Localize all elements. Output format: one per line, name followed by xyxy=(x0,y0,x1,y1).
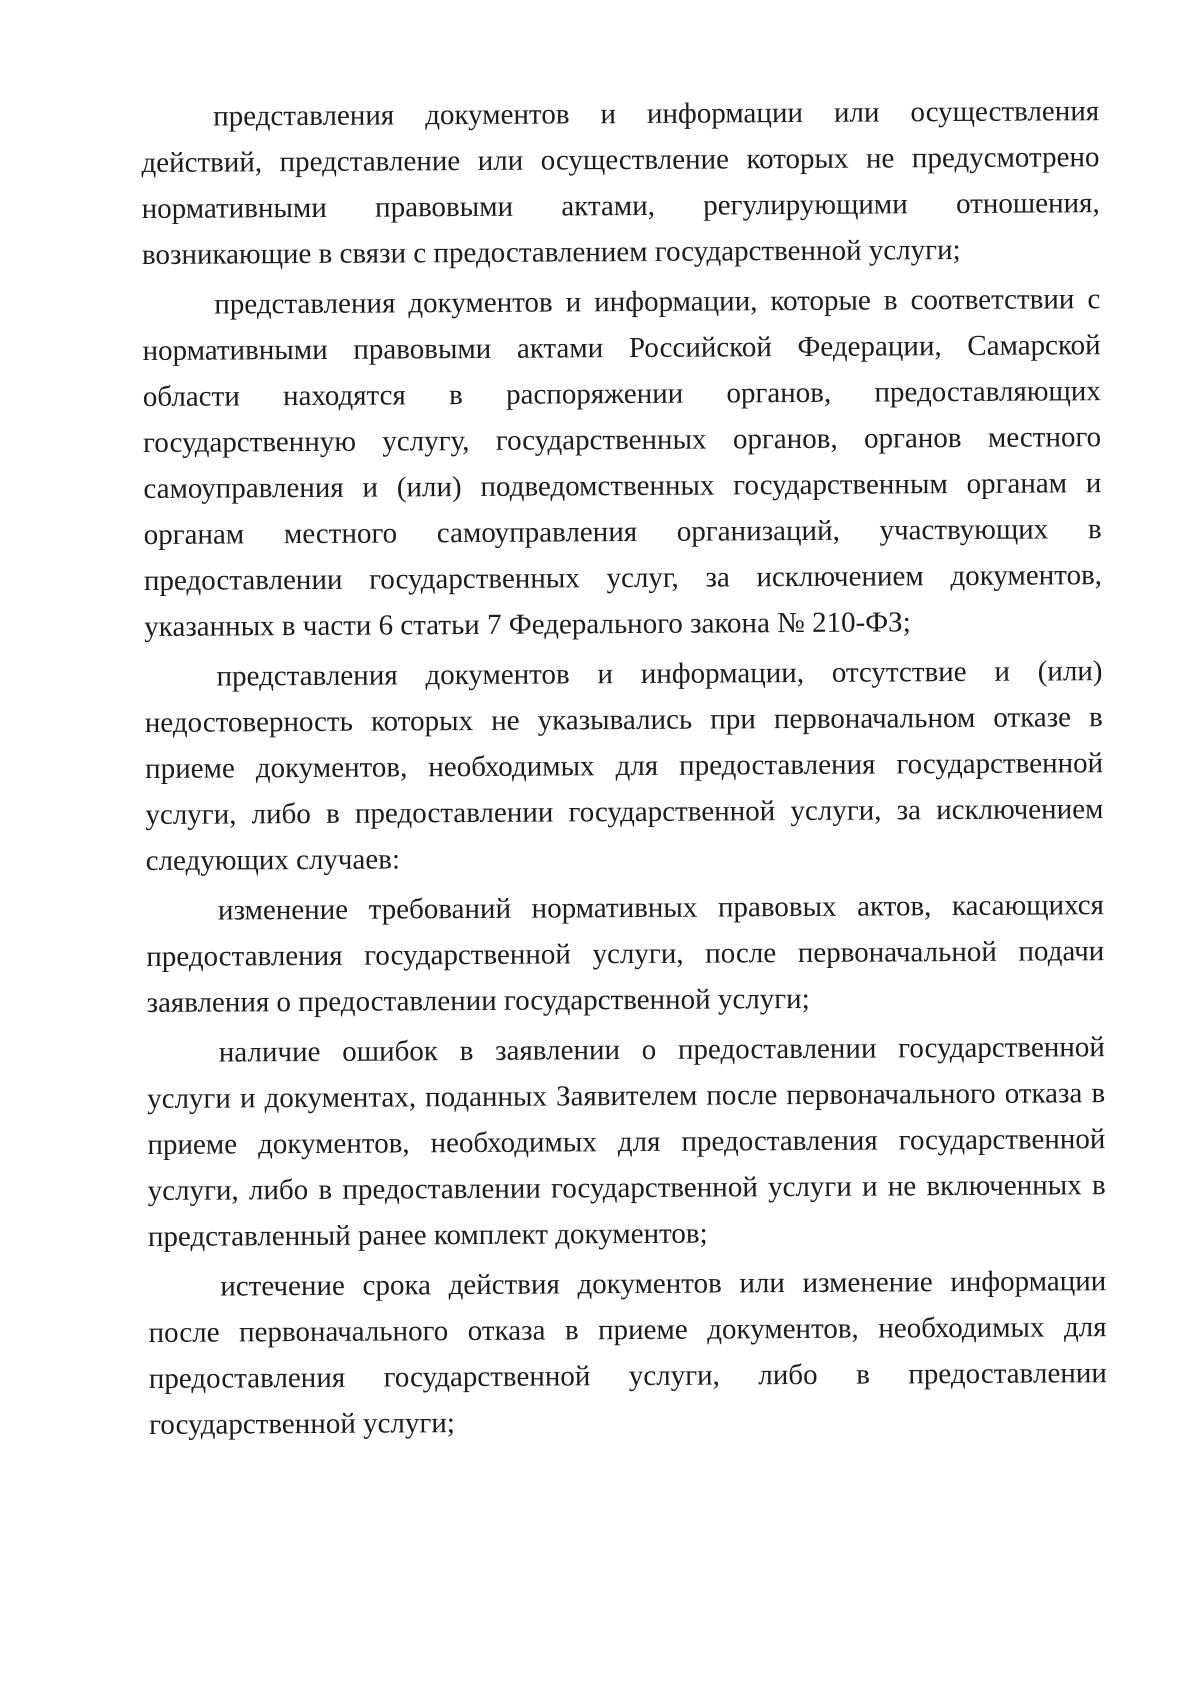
paragraph-2: представления документов и информации, которые в соответствии с нормативными правовыми актами Российской Федерации, Самарской области находятся в распоряжении органов, предоставляющих государственную услугу, государственных органов, органов местного самоуправления и (или) подведомственных государственным органам и органам местного самоуправления организаций, участвующих в предоставлении государственных услуг, за исключением документов, указанных в части 6 статьи 7 Федерального закона № 210-ФЗ; xyxy=(142,283,1103,643)
paragraph-6: истечение срока действия документов или изменение информации после первоначального отказа в приеме документов, необходимых для предоставления государственной услуги, либо в предоставлении государственной услуги; xyxy=(148,1265,1107,1441)
paragraph-1: представления документов и информации или осуществления действий, представление или осуществление которых не предусмотрено нормативными правовыми актами, регулирующими отношения, возникающие в связи с предоставлением государственной услуги; xyxy=(141,95,1100,271)
paragraph-4: изменение требований нормативных правовых актов, касающихся предоставления государственной услуги, после первоначальной подачи заявления о предоставлении государственной услуги; xyxy=(146,889,1105,1019)
paragraph-5: наличие ошибок в заявлении о предоставлении государственной услуги и документах, поданных Заявителем после первоначального отказа в приеме документов, необходимых для предоставления государственной услуги, либо в предоставлении государственной услуги и не включенных в представленный ранее комплект документов; xyxy=(147,1031,1106,1253)
document-body xyxy=(141,88,1107,1452)
paragraph-3: представления документов и информации, отсутствие и (или) недостоверность которых не указывались при первоначальном отказе в приеме документов, необходимых для предоставления государственной услуги, либо в предоставлении государственной услуги, за исключением следующих случаев: xyxy=(144,655,1104,877)
